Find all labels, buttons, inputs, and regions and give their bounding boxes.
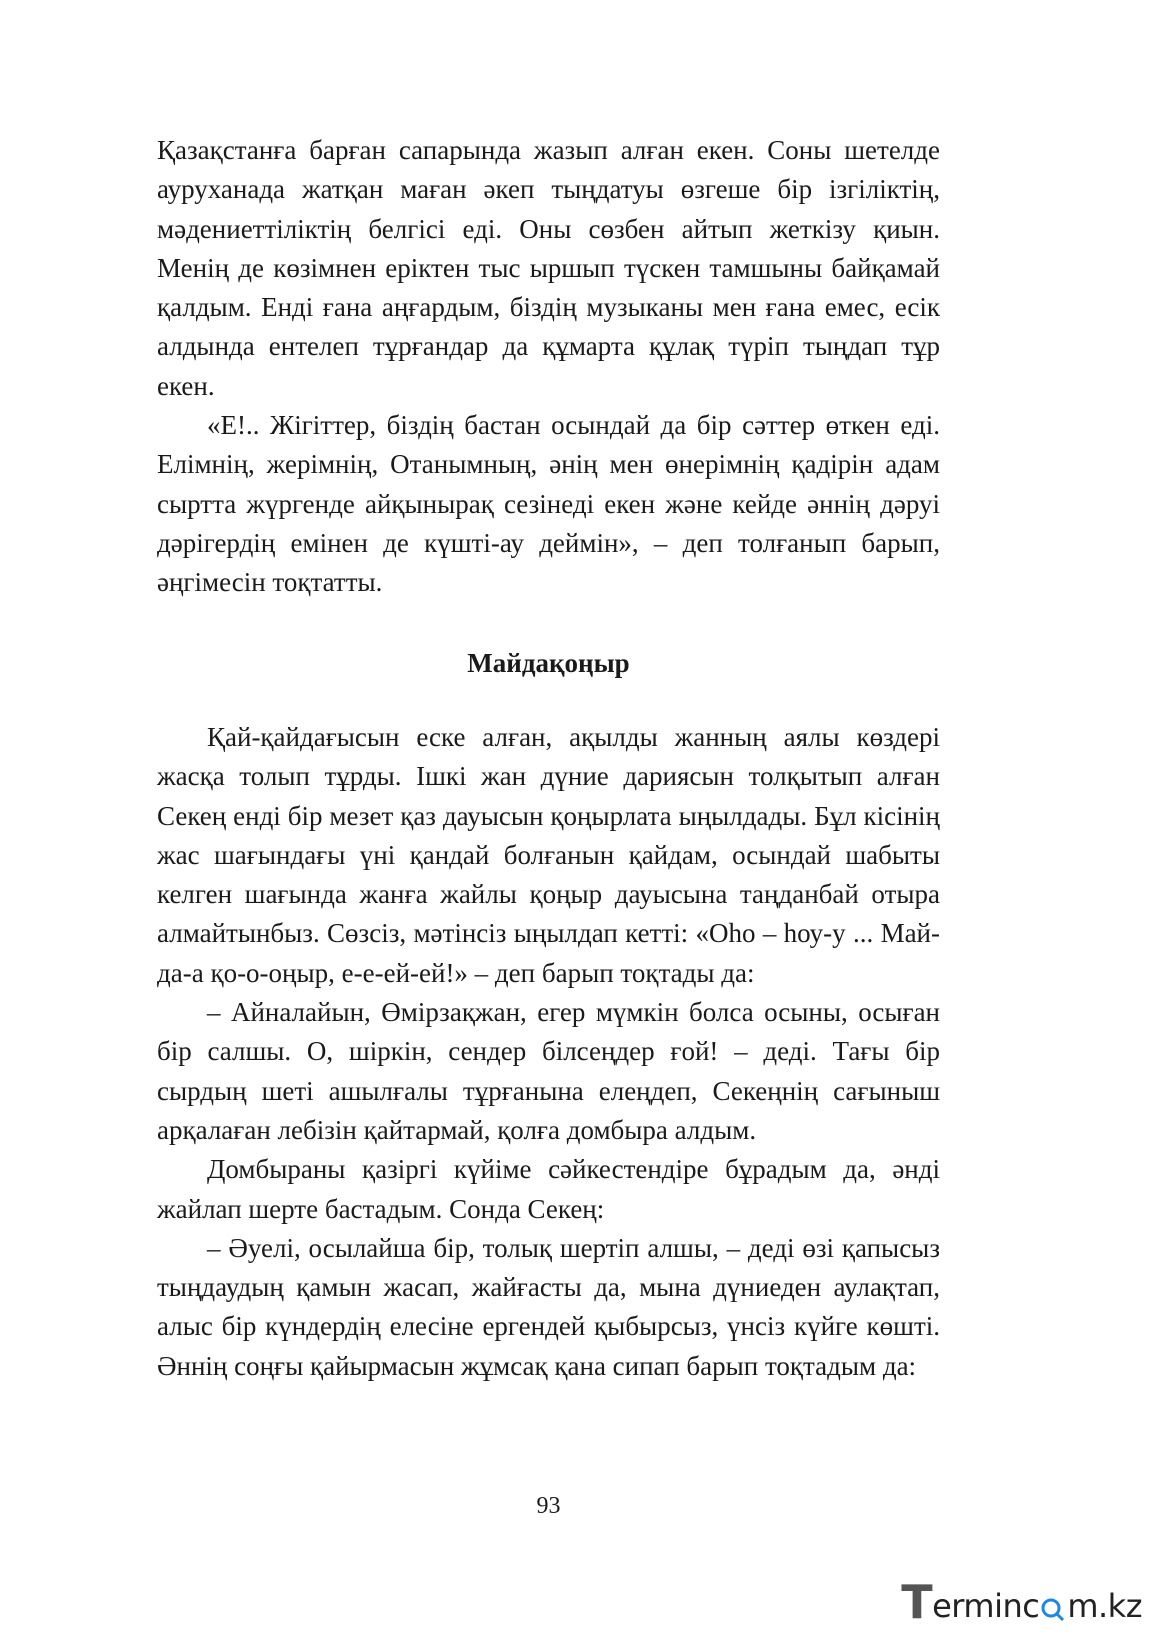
magnifier-icon bbox=[1040, 1595, 1066, 1621]
paragraph: – Әуелі, осылайша бір, толық шертіп алшы, – деді өзі қапысыз тыңдаудың қамын жасап, жайғасты да, мына дүниеден аулақтап, алыс бір күндердің елесіне ергендей қыбырсыз, үнсіз күйге көшті. Әннің соңғы қайырмасын жұмсақ қана сипап барып тоқтадым да: bbox=[157, 1232, 940, 1381]
paragraph: – Айналайын, Өмірзақжан, егер мүмкін болса осыны, осыған бір салшы. О, шіркін, сендер білсеңдер ғой! – деді. Тағы бір сырдың шеті ашылғалы тұрғанына елеңдеп, Секеңнің сағыныш арқалаған лебізін қайтармай, қолға домбыра алдым. bbox=[157, 997, 940, 1145]
top-text-block bbox=[157, 131, 940, 603]
section-heading: Майдақоңыр bbox=[467, 648, 630, 678]
bottom-text-block bbox=[157, 718, 940, 1386]
paragraph: Қазақстанға барған сапарында жазып алған екен. Соны шетелде ауруханада жатқан маған әкеп тыңдатуы өзгеше бір ізгіліктің, мәдениеттіліктің белгісі еді. Оны сөзбен айтып жеткізу қиын. Менің де көзімнен еріктен тыс ыршып түскен тамшыны байқамай қалдым. Енді ғана аңғардым, біздің музыканы мен ғана емес, есік алдында ентелеп тұрғандар да құмарта құлақ түріп тыңдап тұр екен. bbox=[157, 135, 940, 401]
paragraph: Қай-қайдағысын еске алған, ақылды жанның аялы көздері жасқа толып тұрды. Ішкі жан дүние дариясын толқытып алған Секең енді бір мезет қаз дауысын қоңырлата ыңылдады. Бұл кісінің жас шағындағы үні қандай болғанын қайдам, осындай шабыты келген шағында жанға жайлы қоңыр дауысына таңданбай отыра алмайтынбыз. Сөзсіз, мәтінсіз ыңылдап кетті: «Оһо – һоу-у ... Май-да-а қо-о-оңыр, е-е-ей-ей!» – деп барып тоқтады да: bbox=[157, 722, 940, 988]
watermark-text-part-1: erminc bbox=[932, 1587, 1040, 1625]
watermark-letter-t: T bbox=[901, 1575, 933, 1629]
page-number: 93 bbox=[536, 1493, 561, 1519]
paragraph: «Е!.. Жігіттер, біздің бастан осындай да бір сәттер өткен еді. Елімнің, жерімнің, Отанымның, әнің мен өнерімнің қадірін адам сыртта жүргенде айқынырақ сезінеді екен және кейде әннің дәруі дәрігердің емінен де күшті-ау деймін», – деп толғанып барып, әңгімесін тоқтатты. bbox=[157, 410, 940, 598]
watermark-text-part-2: m.kz bbox=[1067, 1587, 1142, 1625]
paragraph: Домбыраны қазіргі күйіме сәйкестендіре бұрадым да, әнді жайлап шерте бастадым. Сонда Секең: bbox=[157, 1154, 940, 1224]
watermark-logo bbox=[901, 1575, 1142, 1629]
